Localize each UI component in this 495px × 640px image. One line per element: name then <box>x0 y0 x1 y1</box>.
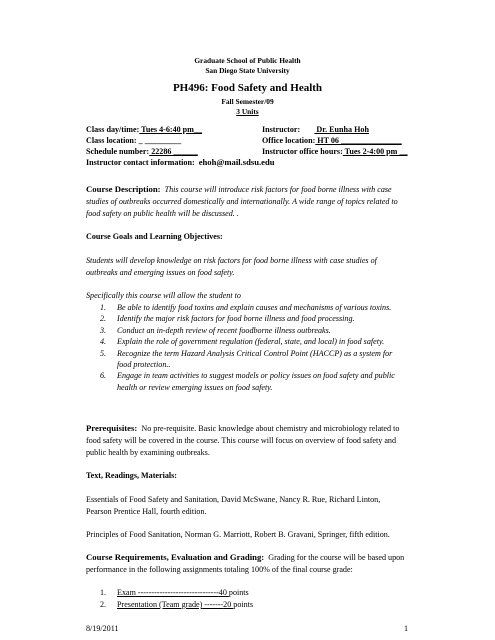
office-hours-value: Tues 2-4:00 pm __ <box>342 147 408 156</box>
goal-item-line: Conduct an in-depth review of recent foodborne illness outbreaks. <box>117 325 331 335</box>
requirements-line-1 <box>86 552 404 563</box>
schedule-label: Schedule number: <box>86 147 150 156</box>
goal-item-line: Be able to identify food toxins and explain causes and mechanisms of various toxins. <box>117 303 392 312</box>
goal-item-line: Recognize the term Hazard Analysis Critical Control Point (HACCP) as a system for <box>117 348 393 358</box>
requirements-text-1: Grading for the course will be based upon <box>268 553 405 562</box>
prereq-heading: Prerequisites: <box>86 423 138 433</box>
req-item-2-points: 20 <box>223 600 234 609</box>
requirements-heading: Course Requirements, Evaluation and Grading: <box>86 552 265 562</box>
class-location-label: Class location: <box>86 136 137 145</box>
schedule-row <box>86 146 198 157</box>
class-day-value: Tues 4-6:40 pm__ <box>139 125 203 134</box>
course-title: PH496: Food Safety and Health <box>172 82 323 94</box>
class-location-value: _ _________ <box>136 136 182 145</box>
goal-item-line: health or review emerging issues on food safety. <box>117 382 273 392</box>
req-item-2-label: Presentation (Team grade) <box>117 600 203 609</box>
university-name: San Diego State University <box>205 66 290 75</box>
goals-lead: Specifically this course will allow the student to <box>86 291 241 300</box>
goal-item-line: Engage in team activities to suggest models or policy issues on food safety and public <box>117 371 395 381</box>
schedule-value: 22286 ______ <box>149 147 198 156</box>
req-item-2-dashes: ------- <box>202 600 224 609</box>
semester: Fall Semester/09 <box>221 97 274 106</box>
req-item-2-number: 2. <box>100 600 107 609</box>
units-wrap <box>0 107 495 116</box>
goal-number: 2. <box>100 314 107 324</box>
instructor-row <box>262 124 369 135</box>
req-item-2 <box>117 599 253 610</box>
req-item-1-suffix: points <box>228 588 249 597</box>
goal-item-line: food protection.. <box>117 360 171 369</box>
page-number: 1 <box>404 624 409 633</box>
goal-number: 6. <box>100 371 107 381</box>
goal-number: 3. <box>100 325 107 335</box>
req-item-1-number: 1. <box>100 588 107 597</box>
prereq-line-1 <box>86 423 399 434</box>
units: 3 Units <box>236 107 259 116</box>
req-item-1-points: 40 <box>218 588 229 597</box>
office-hours-label: Instructor office hours: <box>262 147 343 156</box>
req-item-1-label: Exam <box>117 588 136 597</box>
school-name: Graduate School of Public Health <box>194 56 301 65</box>
prereq-line-2: food safety will be covered in the course. This course will focus on overview of food safety and <box>86 436 397 445</box>
description-line-3: food safety on public health will be discussed. . <box>86 209 239 218</box>
book-1-line-2: Pearson Prentice Hall, fourth edition. <box>86 507 207 516</box>
contact-row <box>86 157 275 168</box>
goals-heading: Course Goals and Learning Objectives: <box>86 232 223 241</box>
materials-heading: Text, Readings, Materials: <box>86 471 177 480</box>
requirements-line-2: performance in the following assignments totaling 100% of the final course grade: <box>86 565 353 574</box>
instructor-label: Instructor: <box>262 125 301 134</box>
description-line-1 <box>86 184 392 195</box>
contact-label: Instructor contact information: <box>86 158 195 167</box>
office-hours-row <box>262 146 408 157</box>
office-location-label: Office location: <box>262 136 316 145</box>
book-1-line-1: Essentials of Food Safety and Sanitation, David McSwane, Nancy R. Rue, Richard Linton, <box>86 495 381 504</box>
prereq-line-3: public health by examining outbreaks. <box>86 448 210 457</box>
instructor-value: Dr. Eunha Hoh <box>314 125 369 134</box>
goal-number: 4. <box>100 337 107 347</box>
goals-intro-2: outbreaks and emerging issues on food safety. <box>86 268 235 277</box>
contact-email[interactable]: ehoh@mail.sdsu.edu <box>198 157 275 167</box>
goal-number: 5. <box>100 348 107 358</box>
goal-item-line: Identify the major risk factors for food borne illness and food processing. <box>117 314 355 324</box>
goals-intro-1: Students will develop knowledge on risk factors for food borne illness with case studies of <box>86 256 377 265</box>
goal-item-line: Explain the role of government regulation (federal, state, and local) in food safety. <box>117 337 385 347</box>
office-location-row <box>262 135 402 146</box>
description-line-2: studies of outbreaks occurred domestically and internationally. A wide range of topics related to <box>86 197 398 206</box>
class-day-label: Class day/time: <box>86 125 140 134</box>
req-item-2-suffix: points <box>233 600 254 609</box>
book-2: Principles of Food Sanitation, Norman G. Marriott, Robert B. Gravani, Springer, fifth edition. <box>86 530 390 539</box>
footer-date: 8/19/2011 <box>86 624 119 633</box>
office-location-value: HT 06 _______________ <box>315 136 402 145</box>
description-heading: Course Description: <box>86 184 161 194</box>
class-day-row <box>86 124 202 135</box>
description-text-1: This course will introduce risk factors for food borne illness with case <box>164 185 392 194</box>
prereq-text-1: No pre-requisite. Basic knowledge about chemistry and microbiology related to <box>141 424 400 433</box>
goal-number: 1. <box>100 303 107 312</box>
req-item-1 <box>117 587 249 598</box>
class-location-row <box>86 135 181 146</box>
req-item-1-dashes: ------------------------------ <box>135 588 219 597</box>
